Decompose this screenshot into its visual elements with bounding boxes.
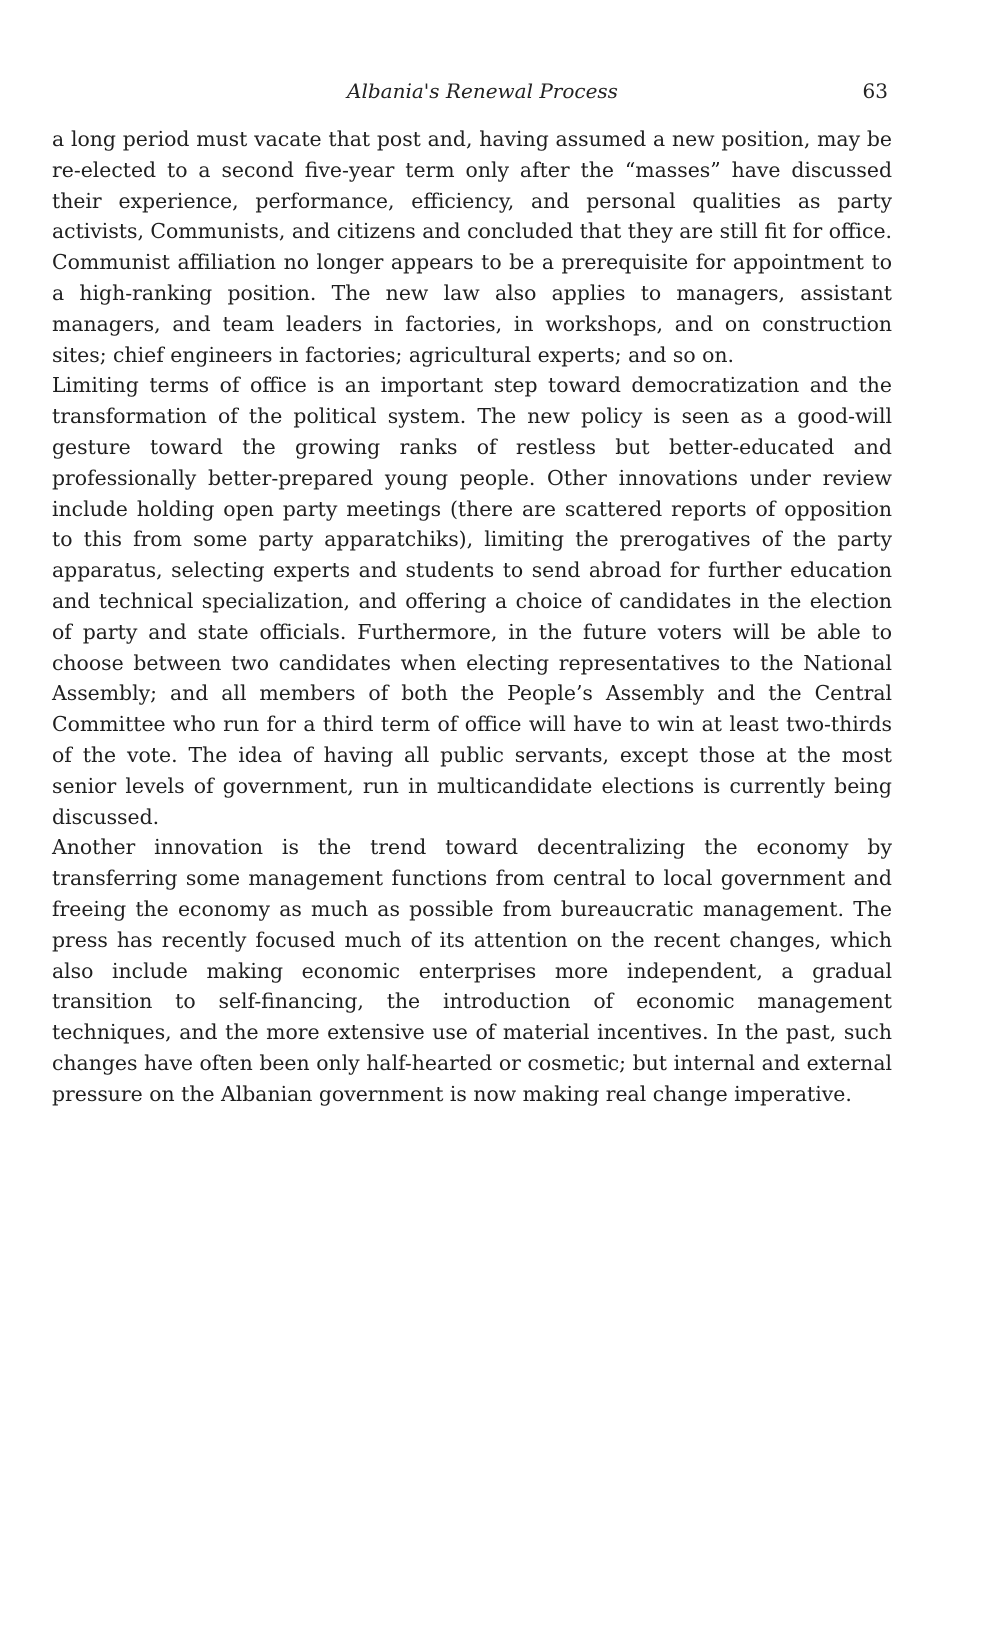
body-text [52, 124, 892, 1110]
paragraph-1: a long period must vacate that post and, having assumed a new position, may be re-elected to a second five-year term only after the “masses” have discussed their experience, performance, efficiency, and personal qualities as party activists, Communists, and citizens and concluded that they are still fit for office. Communist affiliation no longer appears to be a prerequisite for appointment to a high-ranking position. The new law also applies to managers, assistant managers, and team leaders in factories, in workshops, and on construction sites; chief engineers in factories; agricultural experts; and so on. [52, 127, 892, 367]
paragraph-3: Another innovation is the trend toward decentralizing the economy by transferring some management functions from central to local government and freeing the economy as much as possible from bureaucratic management. The press has recently focused much of its attention on the recent changes, which also include making economic enterprises more independent, a gradual transition to self-financing, the introduction of economic management techniques, and the more extensive use of material incentives. In the past, such changes have often been only half-hearted or cosmetic; but internal and external pressure on the Albanian government is now making real change imperative. [52, 835, 892, 1106]
paragraph-2: Limiting terms of office is an important step toward democratization and the transformation of the political system. The new policy is seen as a good-will gesture toward the growing ranks of restless but better-educated and professionally better-prepared young people. Other innovations under review include holding open party meetings (there are scattered reports of opposition to this from some party apparatchiks), limiting the prerogatives of the party apparatus, selecting experts and students to send abroad for further education and technical specialization, and offering a choice of candidates in the election of party and state officials. Furthermore, in the future voters will be able to choose between two candidates when electing representatives to the National Assembly; and all members of both the People’s Assembly and the Central Committee who run for a third term of office will have to win at least two-thirds of the vote. The idea of having all public servants, except those at the most senior levels of government, run in multicandidate elections is currently being discussed. [52, 373, 892, 829]
page-number: 63 [862, 79, 888, 103]
running-head [0, 76, 1000, 106]
running-title: Albania's Renewal Process [347, 79, 618, 103]
